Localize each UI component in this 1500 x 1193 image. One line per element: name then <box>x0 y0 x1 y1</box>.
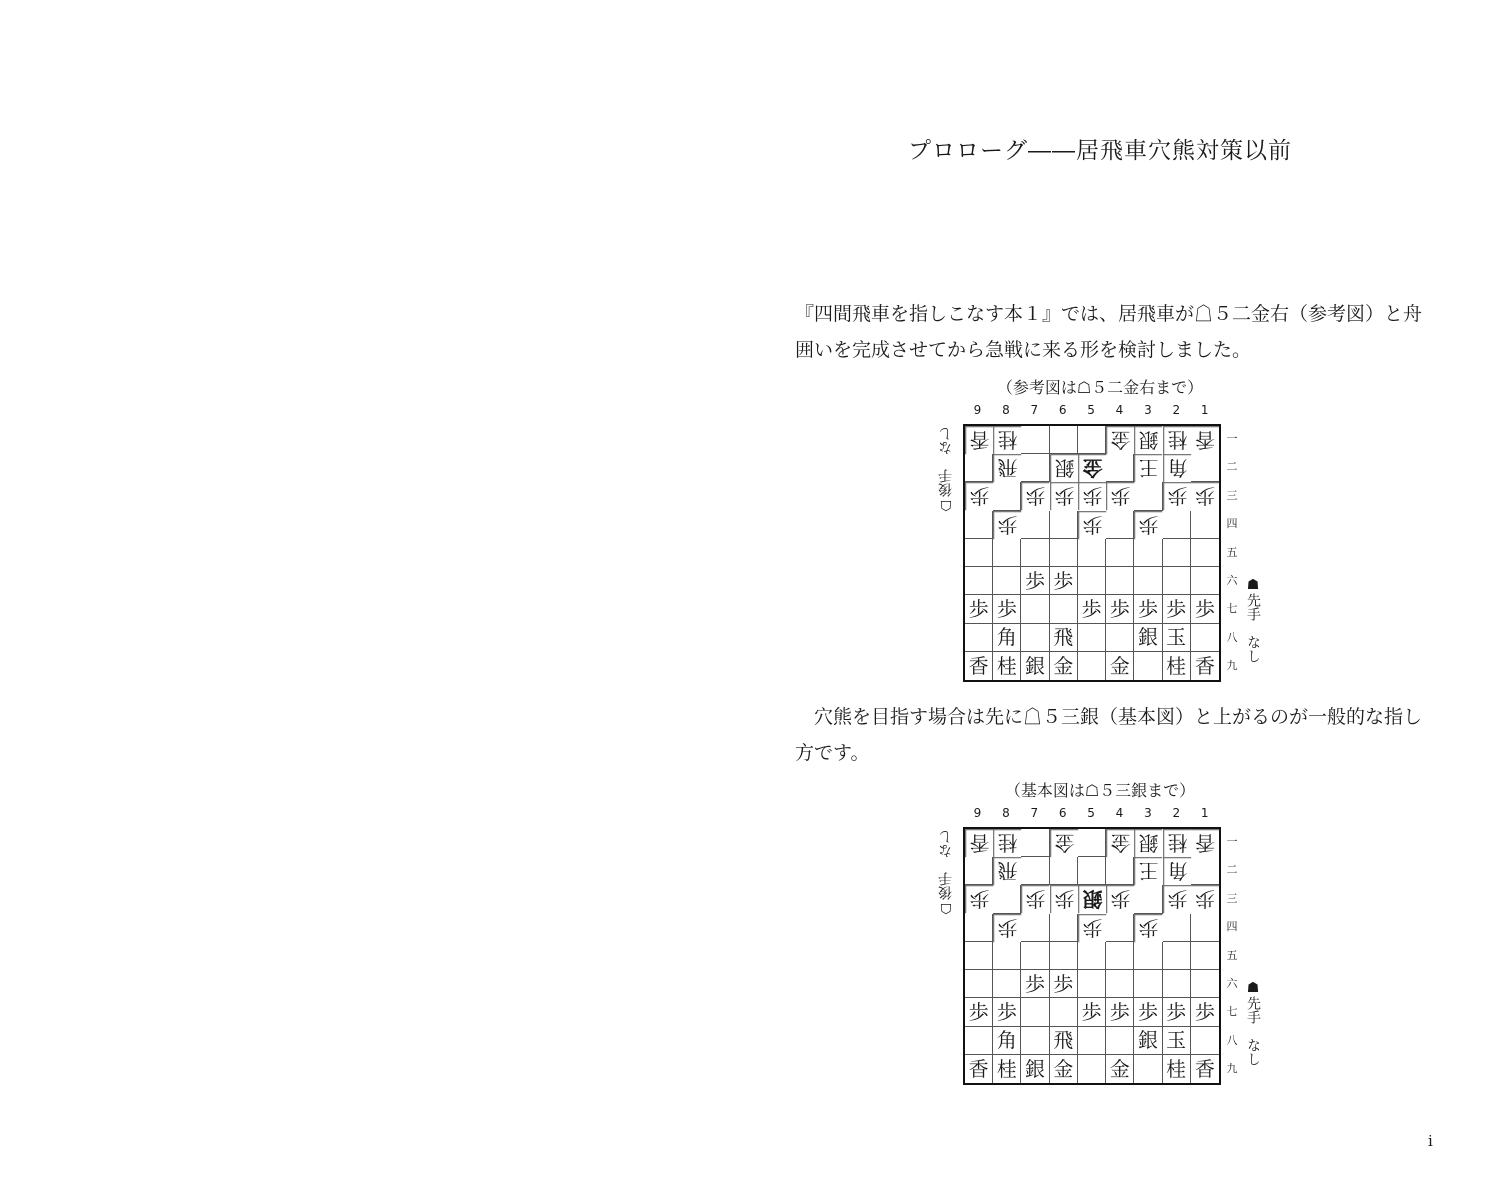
sente-piece: 桂 <box>1163 652 1191 680</box>
file-number: 3 <box>1144 403 1152 417</box>
file-number: 7 <box>1030 806 1039 820</box>
board-square <box>1163 914 1191 942</box>
sente-piece: 歩 <box>1191 595 1219 623</box>
rank-number: 二 <box>1226 863 1238 877</box>
file-number: 5 <box>1087 806 1095 820</box>
rank-number: 五 <box>1226 948 1238 962</box>
gote-piece: 飛 <box>993 454 1021 482</box>
page-title: プロローグ――居飛車穴熊対策以前 <box>908 138 1292 164</box>
sente-piece: 桂 <box>993 1055 1021 1083</box>
board-square <box>965 914 993 942</box>
rank-labels <box>1225 424 1239 682</box>
board-square <box>1021 511 1049 539</box>
rank-number: 四 <box>1226 517 1238 531</box>
rank-number: 八 <box>1226 1033 1238 1047</box>
sente-piece: 歩 <box>993 595 1021 623</box>
gote-piece: 歩 <box>1078 511 1106 539</box>
sente-piece: 銀 <box>1134 624 1162 652</box>
file-number: 6 <box>1058 806 1067 820</box>
board-square <box>993 942 1021 970</box>
sente-piece: 歩 <box>1134 595 1162 623</box>
sente-hand: ☗先手 なし <box>1245 980 1261 1066</box>
sente-piece: 歩 <box>993 998 1021 1026</box>
board-square <box>1021 426 1049 454</box>
rank-number: 八 <box>1226 630 1238 644</box>
board-square <box>965 1027 993 1055</box>
gote-piece: 歩 <box>993 511 1021 539</box>
board-square <box>1134 942 1162 970</box>
sente-piece: 歩 <box>1021 970 1049 998</box>
sente-piece: 歩 <box>1078 998 1106 1026</box>
file-number: 4 <box>1115 806 1124 820</box>
file-number: 1 <box>1200 806 1209 820</box>
board-square <box>1134 970 1162 998</box>
board-square <box>993 482 1021 510</box>
sente-piece: 飛 <box>1050 1027 1078 1055</box>
board-square <box>1021 595 1049 623</box>
board-square <box>965 511 993 539</box>
board-square <box>1050 595 1078 623</box>
gote-piece: 桂 <box>1163 426 1191 454</box>
gote-piece: 歩 <box>965 482 993 510</box>
board-square <box>1050 942 1078 970</box>
file-number: 9 <box>973 806 982 820</box>
gote-piece: 金 <box>1050 829 1078 857</box>
gote-piece: 銀 <box>1050 454 1078 482</box>
file-number: 8 <box>1002 806 1010 820</box>
board-square <box>1078 426 1106 454</box>
rank-number: 一 <box>1226 432 1238 445</box>
gote-piece: 歩 <box>1134 511 1162 539</box>
board-square <box>1134 652 1162 680</box>
gote-piece: 歩 <box>1021 885 1049 913</box>
rank-number: 六 <box>1226 977 1238 990</box>
gote-piece: 金 <box>1106 829 1134 857</box>
board-square <box>993 970 1021 998</box>
sente-piece: 歩 <box>1191 998 1219 1026</box>
gote-piece: 飛 <box>993 857 1021 885</box>
rank-number: 七 <box>1226 1005 1238 1019</box>
board-square <box>1163 511 1191 539</box>
shogi-board <box>963 424 1221 682</box>
gote-piece: 桂 <box>993 426 1021 454</box>
sente-piece: 桂 <box>1163 1055 1191 1083</box>
board-square <box>1163 567 1191 595</box>
board-square <box>1106 857 1134 885</box>
sente-piece: 金 <box>1106 1055 1134 1083</box>
diagram-caption: （基本図は☖５三銀まで） <box>1004 781 1196 800</box>
sente-piece: 歩 <box>1134 998 1162 1026</box>
shogi-diagram-basic <box>930 778 1270 1098</box>
gote-piece: 歩 <box>1134 914 1162 942</box>
shogi-board <box>963 827 1221 1085</box>
sente-piece: 歩 <box>1106 595 1134 623</box>
sente-piece: 金 <box>1050 1055 1078 1083</box>
sente-piece: 香 <box>965 1055 993 1083</box>
gote-piece: 角 <box>1163 857 1191 885</box>
board-square <box>1078 567 1106 595</box>
board-square <box>1191 857 1219 885</box>
rank-number: 二 <box>1226 460 1238 474</box>
rank-number: 九 <box>1226 1062 1238 1076</box>
board-square <box>1106 914 1134 942</box>
board-square <box>1191 624 1219 652</box>
board-square <box>1021 1027 1049 1055</box>
shogi-diagram-reference <box>930 375 1270 695</box>
rank-number: 六 <box>1226 574 1238 587</box>
gote-piece: 銀 <box>1078 885 1106 913</box>
board-square <box>1021 998 1049 1026</box>
rank-number: 九 <box>1226 659 1238 673</box>
gote-piece: 歩 <box>1078 482 1106 510</box>
board-square <box>1050 426 1078 454</box>
board-square <box>1134 1055 1162 1083</box>
sente-piece: 玉 <box>1163 624 1191 652</box>
board-square <box>1191 539 1219 567</box>
board-square <box>1106 511 1134 539</box>
gote-piece: 香 <box>1191 426 1219 454</box>
board-square <box>993 539 1021 567</box>
rank-number: 三 <box>1226 488 1238 502</box>
sente-piece: 銀 <box>1134 1027 1162 1055</box>
gote-piece: 香 <box>1191 829 1219 857</box>
board-square <box>1191 1027 1219 1055</box>
board-square <box>1021 914 1049 942</box>
board-square <box>1191 511 1219 539</box>
board-square <box>1050 998 1078 1026</box>
board-square <box>965 539 993 567</box>
gote-piece: 香 <box>965 829 993 857</box>
explanation-paragraph: 穴熊を目指す場合は先に☖５三銀（基本図）と上がるのが一般的な指し方です。 <box>795 706 1423 764</box>
page-number: i <box>1428 1132 1433 1150</box>
board-square <box>965 857 993 885</box>
intro-paragraph: 『四間飛車を指しこなす本１』では、居飛車が☖５二金右（参考図）と舟囲いを完成させてから急戦に来る形を検討しました。 <box>795 303 1423 361</box>
board-square <box>1191 454 1219 482</box>
board-square <box>1191 914 1219 942</box>
board-square <box>1021 454 1049 482</box>
gote-piece: 歩 <box>1050 482 1078 510</box>
board-square <box>1134 482 1162 510</box>
gote-hand: ☖後手 なし <box>938 830 954 916</box>
sente-piece: 歩 <box>1021 567 1049 595</box>
board-square <box>1134 567 1162 595</box>
gote-piece: 銀 <box>1134 426 1162 454</box>
board-square <box>1106 454 1134 482</box>
board-square <box>1050 511 1078 539</box>
board-square <box>1163 942 1191 970</box>
file-number: 9 <box>973 403 982 417</box>
gote-piece: 歩 <box>965 885 993 913</box>
board-square <box>1191 970 1219 998</box>
sente-piece: 玉 <box>1163 1027 1191 1055</box>
gote-piece: 桂 <box>993 829 1021 857</box>
sente-piece: 歩 <box>1050 567 1078 595</box>
board-square <box>1021 539 1049 567</box>
rank-labels <box>1225 827 1239 1085</box>
gote-piece: 角 <box>1163 454 1191 482</box>
sente-piece: 香 <box>1194 653 1215 678</box>
sente-piece: 歩 <box>1078 595 1106 623</box>
gote-hand: ☖後手 なし <box>938 427 954 513</box>
board-square <box>1191 567 1219 595</box>
board-square <box>1021 624 1049 652</box>
file-number: 6 <box>1058 403 1067 417</box>
file-number: 1 <box>1200 403 1209 417</box>
board-square <box>1078 1055 1106 1083</box>
board-square <box>965 942 993 970</box>
board-square <box>965 624 993 652</box>
board-square <box>1191 942 1219 970</box>
gote-piece: 歩 <box>993 914 1021 942</box>
file-number: 8 <box>1002 403 1010 417</box>
board-square <box>1050 914 1078 942</box>
board-square <box>1021 829 1049 857</box>
board-square <box>1134 539 1162 567</box>
gote-piece: 銀 <box>1134 829 1162 857</box>
sente-piece: 飛 <box>1050 624 1078 652</box>
gote-piece: 王 <box>1134 454 1162 482</box>
file-number: 5 <box>1087 403 1095 417</box>
board-square <box>1106 970 1134 998</box>
gote-piece: 歩 <box>1078 914 1106 942</box>
board-square <box>1078 829 1106 857</box>
gote-piece: 歩 <box>1191 885 1219 913</box>
gote-piece: 歩 <box>1191 482 1219 510</box>
rank-number: 三 <box>1226 891 1238 905</box>
board-square <box>965 567 993 595</box>
gote-piece: 歩 <box>1106 885 1134 913</box>
board-square <box>1106 1027 1134 1055</box>
sente-piece: 桂 <box>993 652 1021 680</box>
gote-piece: 金 <box>1106 426 1134 454</box>
sente-piece: 角 <box>993 624 1021 652</box>
rank-number: 五 <box>1226 545 1238 559</box>
sente-piece: 歩 <box>965 595 993 623</box>
sente-piece: 銀 <box>1021 652 1049 680</box>
sente-piece: 金 <box>1050 652 1078 680</box>
gote-piece: 歩 <box>1106 482 1134 510</box>
gote-piece: 歩 <box>1050 885 1078 913</box>
gote-piece: 歩 <box>1021 482 1049 510</box>
gote-piece: 香 <box>965 426 993 454</box>
gote-piece: 歩 <box>1163 885 1191 913</box>
board-square <box>1078 539 1106 567</box>
file-number: 7 <box>1030 403 1039 417</box>
sente-piece: 角 <box>993 1027 1021 1055</box>
board-square <box>1021 857 1049 885</box>
board-square <box>1106 624 1134 652</box>
gote-piece: 桂 <box>1163 829 1191 857</box>
board-square <box>1163 539 1191 567</box>
board-square <box>1078 857 1106 885</box>
file-labels <box>963 806 1223 820</box>
sente-hand: ☗先手 なし <box>1245 577 1261 663</box>
board-square <box>965 454 993 482</box>
board-square <box>1106 539 1134 567</box>
file-labels <box>963 403 1223 417</box>
sente-piece: 銀 <box>1021 1055 1049 1083</box>
board-square <box>1078 624 1106 652</box>
board-square <box>1078 652 1106 680</box>
sente-piece: 金 <box>1106 652 1134 680</box>
sente-piece: 歩 <box>1106 998 1134 1026</box>
sente-piece: 歩 <box>1050 970 1078 998</box>
gote-piece: 金 <box>1078 454 1106 482</box>
board-square <box>1106 567 1134 595</box>
board-square <box>1163 970 1191 998</box>
board-square <box>993 885 1021 913</box>
file-number: 3 <box>1144 806 1152 820</box>
file-number: 4 <box>1115 403 1124 417</box>
board-square <box>965 970 993 998</box>
rank-number: 一 <box>1226 835 1238 848</box>
board-square <box>1050 857 1078 885</box>
sente-piece: 香 <box>965 652 993 680</box>
board-square <box>1050 539 1078 567</box>
rank-number: 七 <box>1226 602 1238 616</box>
board-square <box>1106 942 1134 970</box>
board-square <box>1021 942 1049 970</box>
diagram-caption: （参考図は☖５二金右まで） <box>996 378 1204 397</box>
gote-piece: 王 <box>1134 857 1162 885</box>
sente-piece: 香 <box>1194 1056 1215 1081</box>
sente-piece: 歩 <box>1163 595 1191 623</box>
board-square <box>993 567 1021 595</box>
file-number: 2 <box>1172 806 1181 820</box>
sente-piece: 歩 <box>1163 998 1191 1026</box>
rank-number: 四 <box>1226 920 1238 934</box>
board-square <box>1078 942 1106 970</box>
file-number: 2 <box>1172 403 1181 417</box>
sente-piece: 歩 <box>965 998 993 1026</box>
board-square <box>1134 885 1162 913</box>
board-square <box>1078 1027 1106 1055</box>
gote-piece: 歩 <box>1163 482 1191 510</box>
board-square <box>1078 970 1106 998</box>
